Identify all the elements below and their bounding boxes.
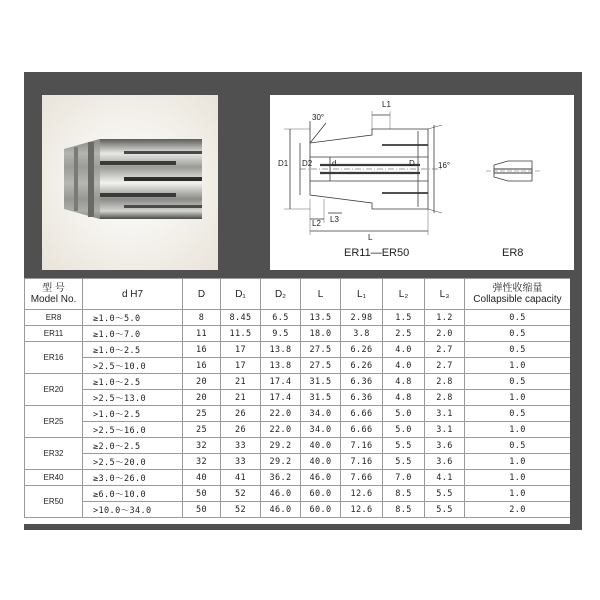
L2-cell: 5.0	[383, 422, 425, 438]
L1-cell: 6.66	[341, 406, 383, 422]
model-cell: ER20	[25, 374, 83, 406]
d-label: d	[332, 159, 337, 168]
L1-cell: 6.66	[341, 422, 383, 438]
range-cell: >2.5～20.0	[83, 454, 183, 470]
cap-cell: 1.0	[465, 454, 571, 470]
D2-cell: 22.0	[261, 422, 301, 438]
L2-cell: 4.8	[383, 374, 425, 390]
D2-cell: 9.5	[261, 326, 301, 342]
range-cell: ≥2.0～2.5	[83, 438, 183, 454]
angle-30-label: 30°	[312, 113, 325, 122]
L2-cell: 5.5	[383, 438, 425, 454]
cap-cell: 1.0	[465, 422, 571, 438]
cap-cell: 1.0	[465, 486, 571, 502]
D1-cell: 26	[221, 406, 261, 422]
D1-cell: 33	[221, 438, 261, 454]
collet-dimension-diagram	[270, 95, 574, 270]
L2-cell: 8.5	[383, 502, 425, 518]
D-cell: 25	[183, 422, 221, 438]
D1-cell: 17	[221, 358, 261, 374]
D1-cell: 26	[221, 422, 261, 438]
range-cell: ≥1.0～2.5	[83, 342, 183, 358]
L1-cell: 6.26	[341, 358, 383, 374]
D1-cell: 21	[221, 374, 261, 390]
L3-cell: 1.2	[425, 310, 465, 326]
cap-cell: 0.5	[465, 342, 571, 358]
L-cell: 60.0	[301, 486, 341, 502]
cap-cell: 0.5	[465, 326, 571, 342]
range-cell: ≥1.0～5.0	[83, 310, 183, 326]
L3-cell: 4.1	[425, 470, 465, 486]
D1-cell: 21	[221, 390, 261, 406]
big-d-label: D	[409, 159, 415, 168]
range-cell: ≥1.0～2.5	[83, 374, 183, 390]
L-cell: 40.0	[301, 454, 341, 470]
l1-label: L1	[382, 100, 391, 109]
table-row	[25, 486, 571, 502]
L-cell: 31.5	[301, 374, 341, 390]
table-row	[25, 502, 571, 518]
cap-cell: 0.5	[465, 374, 571, 390]
model-cell: ER40	[25, 470, 83, 486]
table-row	[25, 390, 571, 406]
table-row	[25, 470, 571, 486]
collet-photo	[42, 95, 218, 270]
table-row	[25, 326, 571, 342]
D-cell: 16	[183, 358, 221, 374]
L2-cell: 8.5	[383, 486, 425, 502]
D1-cell: 17	[221, 342, 261, 358]
model-cell: ER16	[25, 342, 83, 374]
range-cell: ≥3.0～26.0	[83, 470, 183, 486]
L3-cell: 3.1	[425, 422, 465, 438]
L-cell: 27.5	[301, 342, 341, 358]
D-cell: 50	[183, 502, 221, 518]
L3-cell: 2.0	[425, 326, 465, 342]
D2-cell: 46.0	[261, 486, 301, 502]
angle-16-label: 16°	[438, 161, 451, 170]
D2-cell: 6.5	[261, 310, 301, 326]
header-l: L	[301, 279, 341, 310]
range-cell: >10.0～34.0	[83, 502, 183, 518]
cap-cell: 1.0	[465, 390, 571, 406]
L2-cell: 7.0	[383, 470, 425, 486]
range-cell: ≥1.0～7.0	[83, 326, 183, 342]
header-l3: L₃	[425, 279, 465, 310]
table-row	[25, 454, 571, 470]
header-dh7: d H7	[83, 279, 183, 310]
range-cell: >2.5～16.0	[83, 422, 183, 438]
D-cell: 8	[183, 310, 221, 326]
table-row	[25, 310, 571, 326]
cap-cell: 0.5	[465, 438, 571, 454]
L1-cell: 6.36	[341, 374, 383, 390]
l-label: L	[368, 233, 373, 242]
header-l2: L₂	[383, 279, 425, 310]
L3-cell: 2.7	[425, 358, 465, 374]
er8-outline	[494, 161, 532, 181]
L3-cell: 2.7	[425, 342, 465, 358]
range-cell: >2.5～13.0	[83, 390, 183, 406]
D2-cell: 13.8	[261, 342, 301, 358]
D-cell: 32	[183, 438, 221, 454]
L1-cell: 7.16	[341, 454, 383, 470]
D-cell: 40	[183, 470, 221, 486]
D1-cell: 41	[221, 470, 261, 486]
D2-cell: 46.0	[261, 502, 301, 518]
L3-cell: 5.5	[425, 502, 465, 518]
L-cell: 13.5	[301, 310, 341, 326]
D2-cell: 13.8	[261, 358, 301, 374]
D2-cell: 17.4	[261, 390, 301, 406]
L-cell: 27.5	[301, 358, 341, 374]
table-row	[25, 374, 571, 390]
table-header-row	[25, 279, 571, 310]
table-row	[25, 438, 571, 454]
L3-cell: 3.6	[425, 438, 465, 454]
header-d: D	[183, 279, 221, 310]
L1-cell: 7.16	[341, 438, 383, 454]
cap-cell: 0.5	[465, 310, 571, 326]
L1-cell: 3.8	[341, 326, 383, 342]
l2-label: L2	[312, 219, 321, 228]
header-l1: L₁	[341, 279, 383, 310]
D-cell: 20	[183, 390, 221, 406]
D2-cell: 22.0	[261, 406, 301, 422]
D1-cell: 33	[221, 454, 261, 470]
D-cell: 32	[183, 454, 221, 470]
header-d1: D₁	[221, 279, 261, 310]
cap-cell: 2.0	[465, 502, 571, 518]
model-cell: ER50	[25, 486, 83, 518]
table-row	[25, 422, 571, 438]
header-d2: D₂	[261, 279, 301, 310]
L2-cell: 1.5	[383, 310, 425, 326]
D2-cell: 29.2	[261, 438, 301, 454]
D-cell: 50	[183, 486, 221, 502]
cap-cell: 1.0	[465, 470, 571, 486]
L1-cell: 12.6	[341, 486, 383, 502]
L1-cell: 2.98	[341, 310, 383, 326]
range-cell: >1.0～2.5	[83, 406, 183, 422]
header-capacity: 弹性收缩量 Collapsible capacity	[465, 279, 571, 310]
L-cell: 31.5	[301, 390, 341, 406]
range-cell: >2.5～10.0	[83, 358, 183, 374]
l3-label: L3	[330, 215, 339, 224]
D-cell: 25	[183, 406, 221, 422]
L2-cell: 4.0	[383, 342, 425, 358]
L-cell: 18.0	[301, 326, 341, 342]
range-cell: ≥6.0～10.0	[83, 486, 183, 502]
D2-cell: 17.4	[261, 374, 301, 390]
L2-cell: 4.8	[383, 390, 425, 406]
cap-cell: 0.5	[465, 406, 571, 422]
caption-er11-er50: ER11—ER50	[344, 247, 410, 259]
D1-cell: 8.45	[221, 310, 261, 326]
L-cell: 40.0	[301, 438, 341, 454]
D1-cell: 11.5	[221, 326, 261, 342]
table-row	[25, 406, 571, 422]
D-cell: 11	[183, 326, 221, 342]
D1-cell: 52	[221, 486, 261, 502]
D-cell: 20	[183, 374, 221, 390]
header-model: 型 号 Model No.	[25, 279, 83, 310]
L2-cell: 5.5	[383, 454, 425, 470]
spec-table-container	[24, 278, 570, 524]
L3-cell: 3.1	[425, 406, 465, 422]
d1-label: D1	[278, 159, 289, 168]
L-cell: 60.0	[301, 502, 341, 518]
d2-label: D2	[302, 159, 313, 168]
table-row	[25, 342, 571, 358]
L1-cell: 6.36	[341, 390, 383, 406]
L2-cell: 4.0	[383, 358, 425, 374]
L1-cell: 6.26	[341, 342, 383, 358]
L-cell: 34.0	[301, 406, 341, 422]
L3-cell: 2.8	[425, 390, 465, 406]
L1-cell: 7.66	[341, 470, 383, 486]
L1-cell: 12.6	[341, 502, 383, 518]
L-cell: 34.0	[301, 422, 341, 438]
L3-cell: 3.6	[425, 454, 465, 470]
model-cell: ER32	[25, 438, 83, 470]
model-cell: ER25	[25, 406, 83, 438]
D-cell: 16	[183, 342, 221, 358]
model-cell: ER11	[25, 326, 83, 342]
cap-cell: 1.0	[465, 358, 571, 374]
L3-cell: 5.5	[425, 486, 465, 502]
D2-cell: 29.2	[261, 454, 301, 470]
L2-cell: 2.5	[383, 326, 425, 342]
model-cell: ER8	[25, 310, 83, 326]
L3-cell: 2.8	[425, 374, 465, 390]
L2-cell: 5.0	[383, 406, 425, 422]
table-row	[25, 358, 571, 374]
caption-er8: ER8	[502, 247, 524, 259]
D2-cell: 36.2	[261, 470, 301, 486]
D1-cell: 52	[221, 502, 261, 518]
collet-spec-table	[24, 278, 570, 518]
L-cell: 46.0	[301, 470, 341, 486]
